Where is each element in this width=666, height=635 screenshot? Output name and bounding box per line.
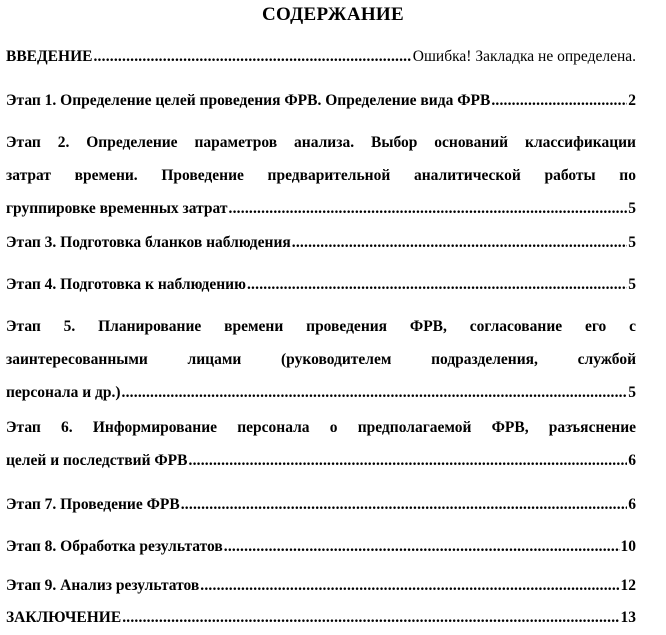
dot-leader xyxy=(292,228,627,257)
toc-page-number: 5 xyxy=(628,384,636,401)
dot-leader xyxy=(200,571,619,600)
toc-page-number: 6 xyxy=(628,452,636,469)
toc-entry-text: целей и последствий ФРВ xyxy=(6,452,188,469)
toc-page-number: 10 xyxy=(620,538,636,555)
toc-entry-line: затрат времени. Проведение предварительной аналитической работы по xyxy=(6,167,636,184)
dot-leader xyxy=(229,194,628,223)
toc-page-number: 5 xyxy=(628,234,636,251)
toc-entry-line: Этап 6. Информирование персонала о предполагаемой ФРВ, разъяснение xyxy=(6,419,636,436)
dot-leader xyxy=(224,532,620,561)
toc-entry-conclusion[interactable] xyxy=(6,603,636,632)
dot-leader xyxy=(93,42,411,71)
toc-entry-text: ВВЕДЕНИЕ xyxy=(6,48,93,65)
toc-entry-stage-2[interactable] xyxy=(6,128,636,223)
toc-entry-line: заинтересованными лицами (руководителем подразделения, службой xyxy=(6,351,636,368)
toc-entry-text: ЗАКЛЮЧЕНИЕ xyxy=(6,609,122,626)
toc-entry-stage-5[interactable] xyxy=(6,312,636,407)
toc-entry-text: Этап 3. Подготовка бланков наблюдения xyxy=(6,234,291,251)
dot-leader xyxy=(122,603,619,632)
toc-entry-stage-1[interactable] xyxy=(6,86,636,115)
dot-leader xyxy=(247,270,627,299)
toc-entry-line: Этап 2. Определение параметров анализа. Выбор оснований классификации xyxy=(6,134,636,151)
dot-leader xyxy=(181,490,628,519)
toc-entry-introduction[interactable] xyxy=(6,42,636,71)
toc-page-number: 12 xyxy=(620,577,636,594)
dot-leader xyxy=(189,446,628,475)
toc-page-number: 2 xyxy=(628,92,636,109)
toc-entry-stage-3[interactable] xyxy=(6,228,636,257)
toc-entry-line: Этап 5. Планирование времени проведения ФРВ, согласование его с xyxy=(6,318,636,335)
toc-entry-text: Этап 8. Обработка результатов xyxy=(6,538,223,555)
toc-entry-text: Этап 9. Анализ результатов xyxy=(6,577,200,594)
toc-page-number: 6 xyxy=(628,496,636,513)
toc-entry-text: Этап 7. Проведение ФРВ xyxy=(6,496,180,513)
toc-page-number: 13 xyxy=(620,609,636,626)
toc-entry-stage-4[interactable] xyxy=(6,270,636,299)
dot-leader xyxy=(122,378,628,407)
toc-entry-stage-8[interactable] xyxy=(6,532,636,561)
toc-page-number: 5 xyxy=(628,200,636,217)
toc-title: СОДЕРЖАНИЕ xyxy=(262,4,404,25)
toc-entry-text: персонала и др.) xyxy=(6,384,121,401)
toc-page-number: 5 xyxy=(628,276,636,293)
toc-entry-text: Этап 4. Подготовка к наблюдению xyxy=(6,276,246,293)
toc-page-error: Ошибка! Закладка не определена. xyxy=(412,48,636,65)
toc-entry-stage-9[interactable] xyxy=(6,571,636,600)
toc-entry-stage-6[interactable] xyxy=(6,413,636,475)
toc-entry-text: группировке временных затрат xyxy=(6,200,228,217)
toc-entry-text: Этап 1. Определение целей проведения ФРВ. Определение вида ФРВ xyxy=(6,92,491,109)
toc-entry-stage-7[interactable] xyxy=(6,490,636,519)
dot-leader xyxy=(491,86,627,115)
